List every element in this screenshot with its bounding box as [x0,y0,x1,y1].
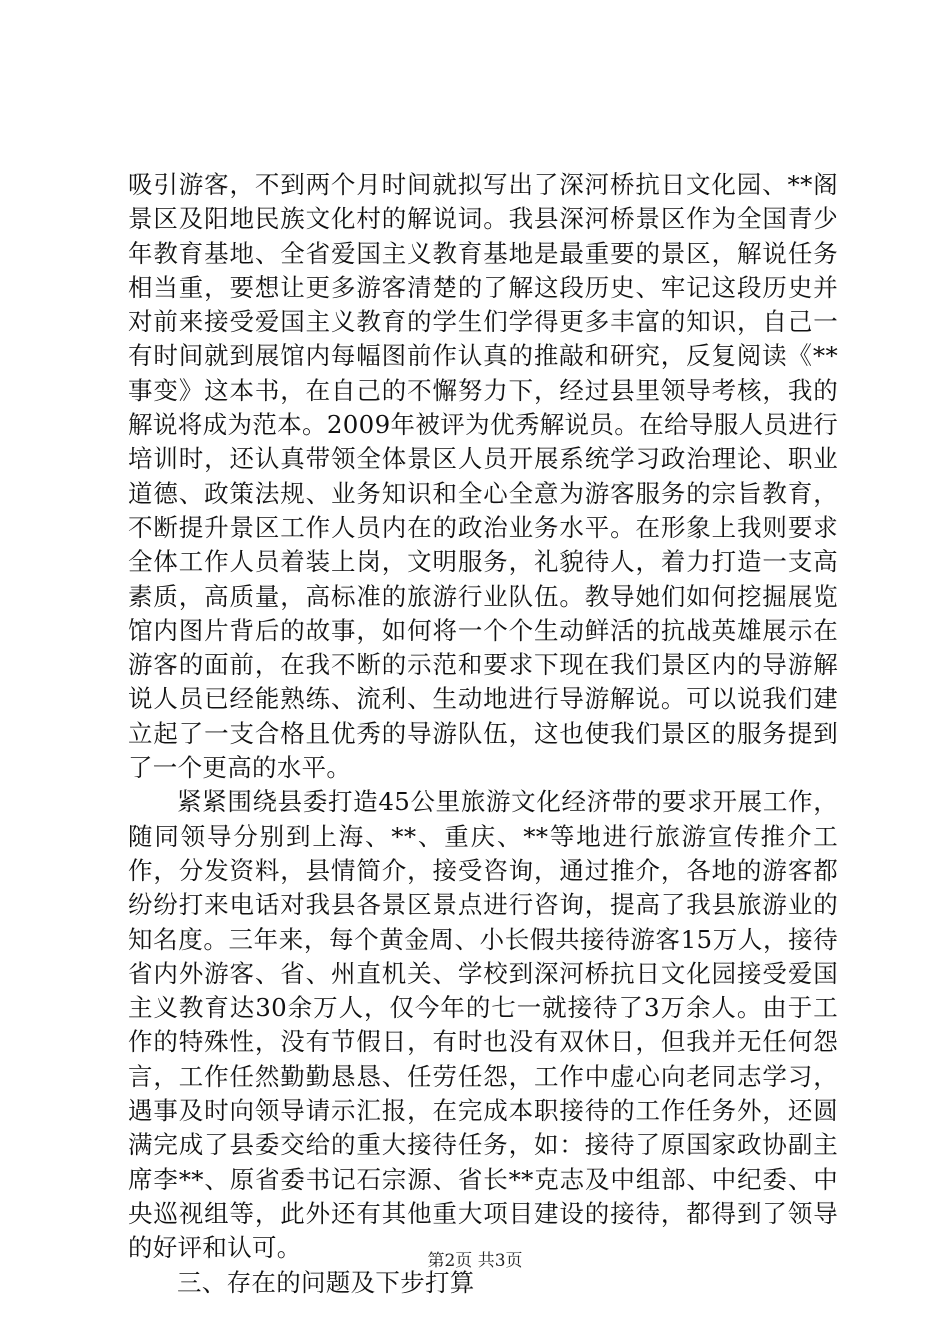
page-footer: 第2页 共3页 [427,1251,523,1271]
document-body [128,168,838,1300]
paragraph-tourism-promotion: 紧紧围绕县委打造45公里旅游文化经济带的要求开展工作，随同领导分别到上海、**、重庆、**等地进行旅游宣传推介工作，分发资料，县情简介，接受咨询，通过推介，各地的游客都纷纷打来电话对我县各景区景点进行咨询，提高了我县旅游业的知名度。三年来，每个黄金周、小长假共接待游客15万人，接待省内外游客、省、州直机关、学校到深河桥抗日文化园接受爱国主义教育达30余万人，仅今年的七一就接待了3万余人。由于工作的特殊性，没有节假日，有时也没有双休日，但我并无任何怨言，工作任然勤勤恳恳、任劳任怨，工作中虚心向老同志学习，遇事及时向领导请示汇报，在完成本职接待的工作任务外，还圆满完成了县委交给的重大接待任务，如：接待了原国家政协副主席李**、原省委书记石宗源、省长**克志及中组部、中纪委、中央巡视组等，此外还有其他重大项目建设的接待，都得到了领导的好评和认可。 [128,787,838,1263]
paragraph-continuation: 吸引游客，不到两个月时间就拟写出了深河桥抗日文化园、**阁景区及阳地民族文化村的解说词。我县深河桥景区作为全国青少年教育基地、全省爱国主义教育基地是最重要的景区，解说任务相当重，要想让更多游客清楚的了解这段历史、牢记这段历史并对前来接受爱国主义教育的学生们学得更多丰富的知识，自己一有时间就到展馆内每幅图前作认真的推敲和研究，反复阅读《**事变》这本书，在自己的不懈努力下，经过县里领导考核，我的解说将成为范本。2009年被评为优秀解说员。在给导服人员进行培训时，还认真带领全体景区人员开展系统学习政治理论、职业道德、政策法规、业务知识和全心全意为游客服务的宗旨教育，不断提升景区工作人员内在的政治业务水平。在形象上我则要求全体工作人员着装上岗，文明服务，礼貌待人，着力打造一支高素质，高质量，高标准的旅游行业队伍。教导她们如何挖掘展览馆内图片背后的故事，如何将一个个生动鲜活的抗战英雄展示在游客的面前，在我不断的示范和要求下现在我们景区内的导游解说人员已经能熟练、流利、生动地进行导游解说。可以说我们建立起了一支合格且优秀的导游队伍，这也使我们景区的服务提到了一个更高的水平。 [128,170,838,783]
section-heading-problems-and-plans: 三、存在的问题及下步打算 [177,1267,475,1297]
